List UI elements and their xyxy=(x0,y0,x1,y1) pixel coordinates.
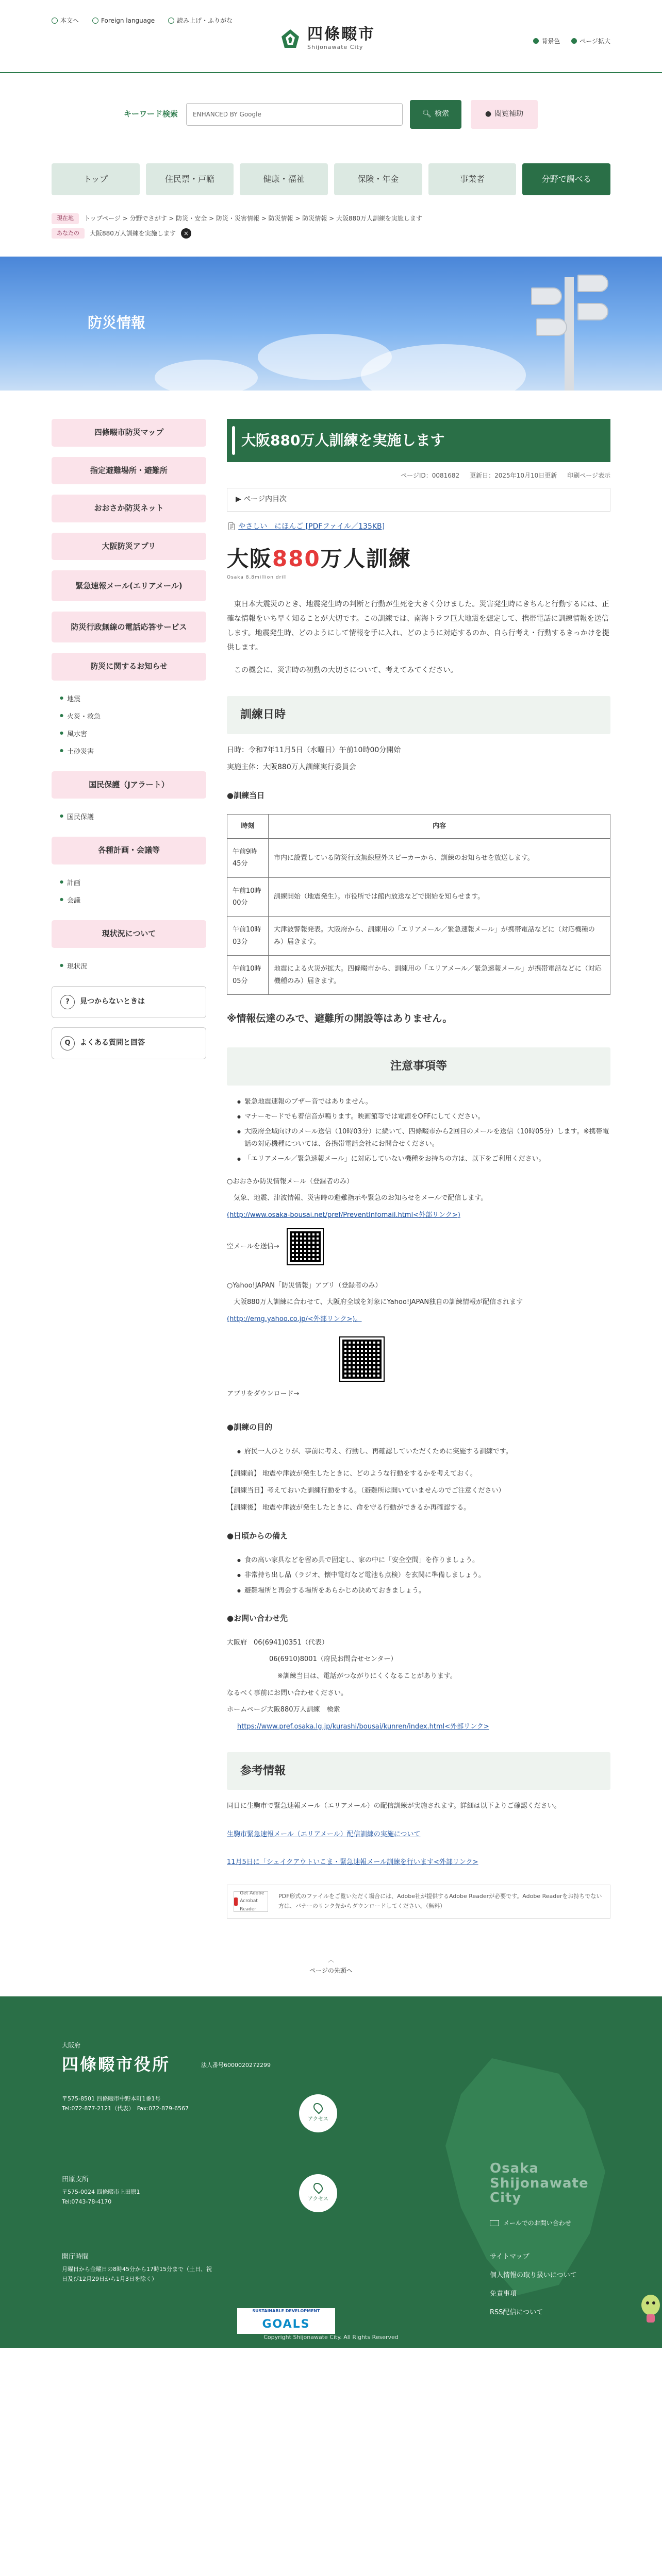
hero-title: 防災情報 xyxy=(88,314,146,331)
main-office-address: 〒575-8501 四條畷市中野本町1番1号 xyxy=(62,2095,161,2102)
palette-icon xyxy=(533,38,539,44)
sidebar-subitem[interactable]: ● 現状況 xyxy=(60,958,206,976)
bousai-qr-row xyxy=(227,1229,610,1264)
faq-label: よくある質問と回答 xyxy=(80,1038,145,1047)
easy-japanese-pdf-link[interactable] xyxy=(227,521,610,533)
daily-prep-heading: ●日頃からの備え xyxy=(227,1531,288,1541)
qr-code-icon xyxy=(288,1229,323,1264)
adobe-reader-banner[interactable] xyxy=(234,1891,268,1912)
skip-label: 本文へ xyxy=(60,16,79,24)
sidebar-sublist-status xyxy=(52,958,206,986)
not-found-label: 見つからないときは xyxy=(80,997,145,1006)
sidebar-item-bousai-net[interactable]: おおさか防災ネット xyxy=(52,495,206,522)
browse-assist-label: 閲覧補助 xyxy=(494,110,524,118)
loudspeaker-icon xyxy=(577,275,608,292)
read-aloud-link[interactable] xyxy=(168,15,233,26)
branch-office-info xyxy=(62,2174,140,2207)
breadcrumb-tag-current: 現在地 xyxy=(52,213,79,224)
sdgs-logo xyxy=(237,2308,335,2334)
map-pin-icon xyxy=(311,2181,324,2194)
access-label: アクセス xyxy=(308,2116,328,2123)
table-row xyxy=(227,917,610,956)
purpose-after: 【訓練後】 地震や津波が発生したときに、命を守る行動ができるか再確認する。 xyxy=(227,1503,471,1512)
breadcrumb xyxy=(0,197,662,246)
site-footer xyxy=(0,1996,662,2348)
sidebar-sublist-j-alert xyxy=(52,809,206,837)
pdf-icon: 📄︎ xyxy=(227,522,236,531)
purpose-list xyxy=(227,1446,610,1458)
event-logo-en: Osaka 8.8million drill xyxy=(227,574,287,580)
contact-line: なるべく事前にお問い合わせください。 xyxy=(227,1689,348,1697)
footer-pref: 大阪府 xyxy=(62,2041,81,2049)
table-cell-content: 地震による火災が拡大。四條畷市から、訓練用の「エリアメール／緊急速報メール」が携帯電話などに（対応機種のみ）届きます。 xyxy=(269,956,610,995)
loudspeaker-icon xyxy=(536,318,567,336)
bg-color-label: 背景色 xyxy=(541,38,560,45)
sidebar-item-area-mail[interactable]: 緊急速報メール(エリアメール) xyxy=(52,570,206,601)
search-placeholder: ENHANCED BY Google xyxy=(193,110,261,118)
breadcrumb-history-item[interactable]: 大阪880万人訓練を実施します xyxy=(90,229,176,237)
sdgs-small: SUSTAINABLE DEVELOPMENT xyxy=(252,2309,320,2314)
search-input[interactable] xyxy=(186,103,403,126)
access-button-branch[interactable] xyxy=(299,2174,337,2212)
footer-city-en xyxy=(490,2161,589,2206)
hero-banner xyxy=(0,257,662,391)
sidebar-subitem[interactable]: ● 計画 xyxy=(60,875,206,892)
city-emblem-icon xyxy=(278,27,302,51)
yahoo-body: 大阪880万人訓練に合わせて、大阪府全域を対象にYahoo!JAPAN独自の訓練情報が配信されます xyxy=(234,1298,523,1307)
sidebar-item-notices[interactable]: 防災に関するお知らせ xyxy=(52,653,206,681)
branch-tel: Tel:0743-78-4170 xyxy=(62,2198,112,2205)
sidebar-item-bousai-app[interactable]: 大阪防災アプリ xyxy=(52,533,206,561)
notice-list xyxy=(227,1096,610,1165)
page-title: 大阪880万人訓練を実施します xyxy=(227,419,610,462)
site-logo[interactable] xyxy=(278,26,375,53)
map-pin-icon xyxy=(311,2102,324,2114)
ear-icon: ● xyxy=(485,110,492,118)
sidebar-item-plans[interactable]: 各種計画・会議等 xyxy=(52,837,206,865)
read-aloud-label: 読み上げ・ふりがな xyxy=(177,16,233,24)
access-button-main[interactable] xyxy=(299,2094,337,2132)
table-cell-time: 午前10時00分 xyxy=(227,877,269,917)
page-zoom-toggle[interactable] xyxy=(571,36,610,46)
branch-title: 田原支所 xyxy=(62,2175,89,2183)
breadcrumb-trail[interactable]: トップページ > 分野でさがす > 防災・安全 > 防災・災害情報 > 防災情報 > 防災情報 > 大阪880万人訓練を実施します xyxy=(84,215,422,223)
bousai-mail-heading: ○おおさか防災情報メール（登録者のみ） xyxy=(227,1177,354,1185)
sidebar-subitem[interactable]: ● 土砂災害 xyxy=(60,743,206,761)
mail-contact-link[interactable] xyxy=(490,2218,571,2228)
adobe-reader-label: Get Adobe Acrobat Reader xyxy=(240,1891,264,1912)
contact-heading: ●お問い合わせ先 xyxy=(227,1614,288,1623)
table-row xyxy=(227,838,610,877)
mail-label: メールでのお問い合わせ xyxy=(503,2219,571,2227)
contact-line: 06(6910)8001（府民お問合せセンター） xyxy=(269,1655,398,1664)
toc-label: ページ内目次 xyxy=(243,495,287,503)
gnav-business[interactable]: 事業者 xyxy=(428,163,517,195)
list-item: ● 非常持ち出し品（ラジオ、懐中電灯など電池も点検）を玄関に準備しましょう。 xyxy=(237,1569,610,1581)
sidebar-item-phone-service[interactable]: 防災行政無線の電話応答サービス xyxy=(52,612,206,642)
bousai-mail-link[interactable]: (http://www.osaka-bousai.net/pref/PreventInfomail.html<外部リンク>) xyxy=(227,1211,460,1219)
table-cell-content: 訓練開始（地震発生）。市役所では館内放送などで開始を知らせます。 xyxy=(269,877,610,917)
bousai-qr-label: 空メールを送信→ xyxy=(227,1242,279,1250)
drill-day-heading: ●訓練当日 xyxy=(227,791,265,801)
gnav-insurance[interactable]: 保険・年金 xyxy=(334,163,422,195)
pdf-note-text: PDF形式のファイルをご覧いただく場合には、Adobe社が提供するAdobe Readerが必要です。Adobe Readerをお持ちでない方は、バナーのリンク先からダウンロードしてください。（無料） xyxy=(278,1893,602,1910)
search-button-label: 検索 xyxy=(434,110,449,118)
section-heading-reference: 参考情報 xyxy=(227,1752,610,1790)
event-logo-part: 大阪 xyxy=(227,546,273,571)
zoom-icon xyxy=(571,38,577,44)
contact-line: 大阪府 06(6941)0351（代表） xyxy=(227,1638,328,1647)
loudspeaker-icon xyxy=(531,287,562,305)
ikoma-mail-link[interactable]: 生駒市緊急速報メール（エリアメール）配信訓練の実施について xyxy=(227,1830,421,1838)
table-header-content: 内容 xyxy=(269,814,610,838)
global-nav xyxy=(0,135,662,197)
gnav-resident[interactable]: 住民票・戸籍 xyxy=(146,163,234,195)
ikoma-shakeout-link[interactable]: 11月5日に「シェイクアウトいこま・緊急速報メール訓練を行います<外部リンク> xyxy=(227,1858,478,1867)
copyright: Copyright Shijonawate City. All Rights Reserved xyxy=(263,2334,399,2341)
purpose-day: 【訓練当日】考えておいた訓練行動をする。（避難所は開いていませんのでご注意ください） xyxy=(227,1487,505,1495)
event-logo-number: 880 xyxy=(272,546,321,571)
page-meta xyxy=(227,470,610,481)
footer-link-privacy[interactable]: 個人情報の取り扱いについて xyxy=(490,2272,577,2279)
list-item: ● 緊急地震速報のブザー音ではありません。 xyxy=(237,1096,610,1108)
shijo-en: Shijonawate xyxy=(490,2175,589,2191)
table-row xyxy=(227,956,610,995)
contact-line: ※訓練当日は、電話がつながりにくくなることがあります。 xyxy=(277,1672,457,1680)
purpose-heading: ●訓練の目的 xyxy=(227,1422,273,1432)
event-logo-part: 万人訓練 xyxy=(320,546,411,571)
loudspeaker-icon xyxy=(577,303,608,320)
utility-links xyxy=(52,15,233,26)
search-icon: ? xyxy=(60,995,75,1009)
footer-link-sitemap[interactable]: サイトマップ xyxy=(490,2252,529,2261)
gnav-health[interactable]: 健康・福祉 xyxy=(240,163,328,195)
cloud-shape xyxy=(155,360,258,391)
daily-prep-list xyxy=(227,1554,610,1597)
sidebar-sublist-plans xyxy=(52,875,206,920)
footer-city-name: 四條畷市役所 xyxy=(62,2055,171,2075)
sidebar-subitem[interactable]: ● 風水害 xyxy=(60,726,206,743)
page-id: ページID：0081682 xyxy=(401,471,460,479)
pref-osaka-link[interactable]: https://www.pref.osaka.lg.jp/kurashi/bousai/kunren/index.html<外部リンク> xyxy=(237,1722,489,1731)
table-cell-content: 大津波警報発表。大阪府から、訓練用の「エリアメール／緊急速報メール」が携帯電話などに（対応機種のみ）届きます。 xyxy=(269,917,610,956)
not-found-help-link[interactable] xyxy=(52,986,206,1018)
envelope-icon xyxy=(490,2220,499,2226)
sdgs-big: GOALS xyxy=(262,2318,310,2331)
event-logo xyxy=(227,540,610,582)
main-office-info xyxy=(62,2094,189,2113)
search-button[interactable] xyxy=(410,100,461,129)
table-cell-time: 午前10時03分 xyxy=(227,917,269,956)
table-header-time: 時刻 xyxy=(227,814,269,838)
sidebar-item-hazard-map[interactable]: 四條畷市防災マップ xyxy=(52,419,206,447)
hours-title: 開庁時間 xyxy=(62,2252,89,2261)
purpose-before: 【訓練前】 地震や津波が発生したときに、どのような行動をするかを考えておく。 xyxy=(227,1470,477,1478)
warning-note: ※情報伝達のみで、避難所の開設等はありません。 xyxy=(227,1012,453,1024)
breadcrumb-tag-history: あなたの xyxy=(52,228,85,239)
globe-icon xyxy=(92,18,98,24)
list-item: ● 食の高い家具などを留め具で固定し、家の中に「安全空間」を作りましょう。 xyxy=(237,1554,610,1566)
sidebar-item-status[interactable]: 現状況について xyxy=(52,920,206,948)
yahoo-heading: ○Yahoo!JAPAN「防災情報」アプリ（登録者のみ） xyxy=(227,1281,382,1290)
list-item: ● マナーモードでも着信音が鳴ります。映画館等では電源をOFFにしてください。 xyxy=(237,1111,610,1123)
sidebar-subitem[interactable]: ● 会議 xyxy=(60,892,206,910)
sidebar-sublist-notices xyxy=(52,691,206,771)
gnav-top[interactable]: トップ xyxy=(52,163,140,195)
sidebar-subitem[interactable]: ● 火災・救急 xyxy=(60,708,206,726)
table-cell-time: 午前9時45分 xyxy=(227,838,269,877)
sidebar-item-j-alert[interactable]: 国民保護（Jアラート） xyxy=(52,771,206,799)
intro-paragraph: 東日本大震災のとき、地震発生時の判断と行動が生死を大きく分けました。災害発生時にきちんと行動するには、正確な情報をいち早く知ることが大切です。この訓練では、南海トラフ巨大地震を想定して、携帯電話に訓練情報を送信します。地震発生時、どのようにして情報を手に入れ、どのように対応するのか、自ら行考え・行動するきっかけを提供します。 xyxy=(227,600,609,652)
chevron-up-icon: ︿ xyxy=(327,1956,334,1964)
table-row xyxy=(227,877,610,917)
list-item: ● 大阪府全域向けのメール送信（10時03分）に続いて、四條畷市から2回目のメールを送信（10時05分）します。※携帯電話の対応機種については、各携帯電話会社にお問合せください。 xyxy=(237,1126,610,1150)
drill-date: 日時：令和7年11月5日（水曜日）午前10時00分開始 xyxy=(227,745,401,754)
arrow-icon xyxy=(52,18,58,24)
logo-name: 四條畷市 xyxy=(307,25,375,43)
accessibility-tools xyxy=(533,36,610,46)
page-top-label: ページの先頭へ xyxy=(309,1967,353,1974)
background-color-toggle[interactable] xyxy=(533,36,560,46)
yahoo-qr-label: アプリをダウンロード→ xyxy=(227,1389,300,1398)
city-en: City xyxy=(490,2190,522,2206)
main-content xyxy=(227,419,610,1929)
speaker-pole xyxy=(565,277,574,391)
qr-code-icon xyxy=(340,1337,384,1381)
logo-name-en: Shijonawate City xyxy=(307,44,363,50)
pdf-note xyxy=(227,1885,610,1919)
contact-line: ホームページ大阪880万人訓練 検索 xyxy=(227,1706,340,1714)
hours-text: 月曜日から金曜日の8時45分から17時15分まで（土日、祝日及び12月29日から1月3日を除く） xyxy=(62,2266,212,2282)
footer-link-disclaimer[interactable]: 免責事項 xyxy=(490,2290,517,2298)
search-area xyxy=(0,73,662,135)
schedule-table xyxy=(227,814,610,995)
faq-link[interactable] xyxy=(52,1027,206,1059)
foreign-language-link[interactable] xyxy=(92,15,155,26)
foreign-language-label: Foreign language xyxy=(101,16,155,24)
list-item: ● 避難場所と再会する場所をあらかじめ決めておきましょう。 xyxy=(237,1585,610,1597)
updated-date: 更新日：2025年10月10日更新 xyxy=(470,471,557,479)
list-item: ● 「エリアメール／緊急速報メール」に対応していない機種をお持ちの方は、以下をご利用ください。 xyxy=(237,1153,610,1165)
drill-host: 実施主体：大阪880万人訓練実行委員会 xyxy=(227,763,356,772)
toc-toggle[interactable]: ▶ ページ内目次 xyxy=(227,488,610,512)
office-hours xyxy=(62,2251,217,2284)
footer-links xyxy=(490,2251,577,2326)
bousai-mail-body: 気象、地震、津波情報、災害時の避難指示や緊急のお知らせをメールで配信します。 xyxy=(234,1194,488,1202)
close-icon[interactable]: × xyxy=(181,228,191,239)
branch-address: 〒575-0024 四條畷市上田原1 xyxy=(62,2189,140,2195)
table-header-row xyxy=(227,814,610,838)
footer-link-rss[interactable]: RSS配信について xyxy=(490,2309,543,2317)
sidebar-subitem[interactable]: ● 国民保護 xyxy=(60,809,206,826)
print-link[interactable]: 印刷ページ表示 xyxy=(567,471,610,479)
speaker-icon xyxy=(168,18,174,24)
browse-assist-button[interactable] xyxy=(471,100,538,129)
zoom-label: ページ拡大 xyxy=(580,38,610,45)
table-cell-time: 午前10時05分 xyxy=(227,956,269,995)
search-label: キーワード検索 xyxy=(124,109,178,119)
gnav-category[interactable]: 分野で調べる xyxy=(522,163,610,195)
section-heading-notes: 注意事項等 xyxy=(227,1047,610,1085)
yahoo-link[interactable]: (http://emg.yahoo.co.jp/<外部リンク>)。 xyxy=(227,1315,362,1324)
page-top-link[interactable] xyxy=(0,1929,662,1996)
sidebar-item-shelters[interactable]: 指定避難場所・避難所 xyxy=(52,457,206,485)
intro-paragraph: この機会に、災害時の初動の大切さについて、考えてみてください。 xyxy=(234,666,458,675)
access-label: アクセス xyxy=(308,2196,328,2202)
adobe-icon xyxy=(234,1897,238,1906)
easy-japanese-pdf-text[interactable]: やさしい にほんご [PDFファイル／135KB] xyxy=(238,522,385,531)
skip-link[interactable] xyxy=(52,15,79,26)
sidebar xyxy=(52,419,206,1929)
table-cell-content: 市内に設置している防災行政無線屋外スピーカーから、訓練のお知らせを放送します。 xyxy=(269,838,610,877)
mascot-icon xyxy=(639,2293,662,2324)
section-heading-schedule: 訓練日時 xyxy=(227,696,610,734)
list-item: ● 府民一人ひとりが、事前に考え、行動し、再確認していただくために実施する訓練です。 xyxy=(237,1446,610,1458)
reference-body: 同日に生駒市で緊急速報メール（エリアメール）の配信訓練が実施されます。詳細は以下よりご確認ください。 xyxy=(227,1802,561,1810)
sidebar-subitem[interactable]: ● 地震 xyxy=(60,691,206,708)
search-icon: 🔍︎ xyxy=(422,110,432,118)
corp-number: 法人番号6000020272299 xyxy=(201,2061,271,2069)
question-icon: Q xyxy=(60,1036,75,1050)
osaka-en: Osaka xyxy=(490,2160,539,2176)
main-office-tel: Tel:072-877-2121（代表） Fax:072-879-6567 xyxy=(62,2105,189,2112)
